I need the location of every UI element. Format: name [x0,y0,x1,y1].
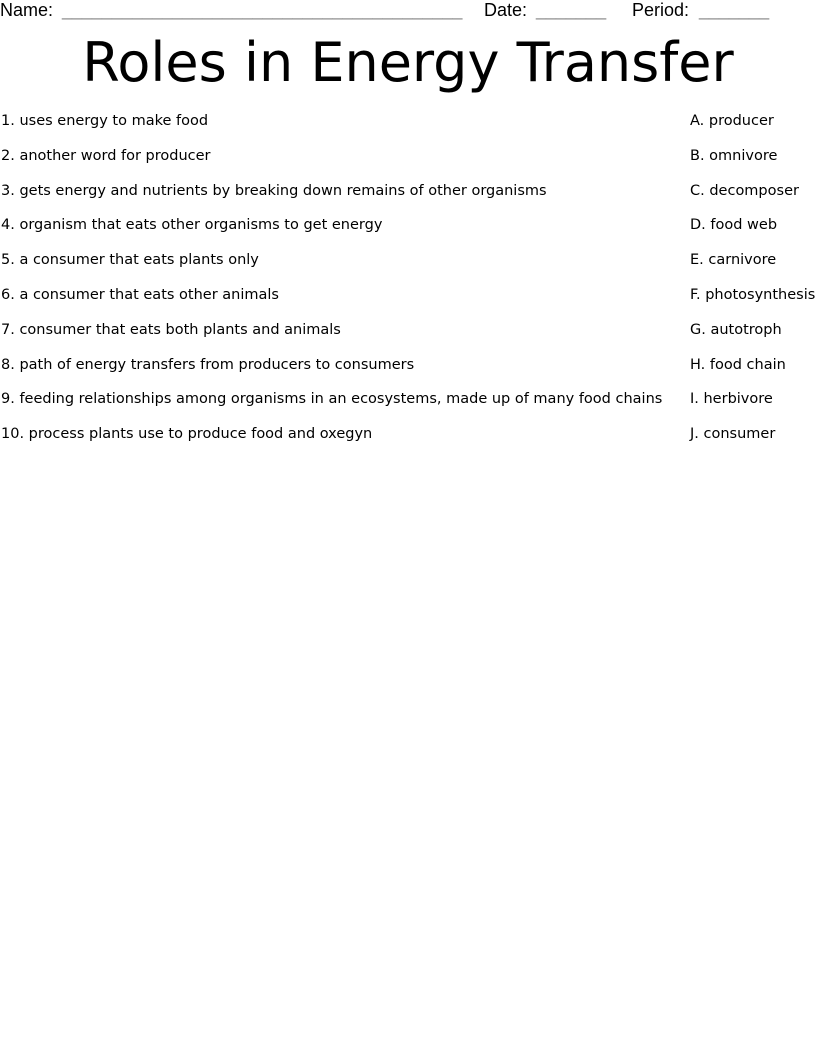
clue-item: 10. process plants use to produce food and oxegyn [1,426,373,443]
period-label: Period: [632,0,690,20]
clue-item: 9. feeding relationships among organisms in an ecosystems, made up of many food chains [1,391,663,408]
clue-list [1,112,681,460]
answer-item: C. decomposer [690,182,799,199]
name-label: Name: [0,0,54,20]
answer-list [690,112,816,460]
answer-item: F. photosynthesis [690,286,816,303]
clue-item: 7. consumer that eats both plants and animals [1,321,341,338]
page-title: Roles in Energy Transfer [82,31,734,94]
answer-item: E. carnivore [690,252,777,269]
clue-item: 4. organism that eats other organisms to get energy [1,217,383,234]
answer-item: I. herbivore [690,391,773,408]
answer-item: B. omnivore [690,147,778,164]
clue-item: 3. gets energy and nutrients by breaking down remains of other organisms [1,182,547,199]
answer-item: A. producer [690,113,774,129]
answer-item: J. consumer [690,426,776,443]
answer-item: H. food chain [690,356,786,373]
clue-item: 1. uses energy to make food [1,113,209,129]
name-blank[interactable]: ________________________________________ [62,0,463,20]
date-blank[interactable]: _______ [536,0,607,20]
clue-item: 8. path of energy transfers from producers to consumers [1,356,415,373]
answer-item: G. autotroph [690,321,782,338]
clue-item: 2. another word for producer [1,147,211,164]
period-blank[interactable]: _______ [699,0,770,20]
clue-item: 5. a consumer that eats plants only [1,252,259,269]
student-info-header [0,0,816,22]
clue-item: 6. a consumer that eats other animals [1,286,279,303]
date-label: Date: [484,0,528,20]
answer-item: D. food web [690,217,778,234]
